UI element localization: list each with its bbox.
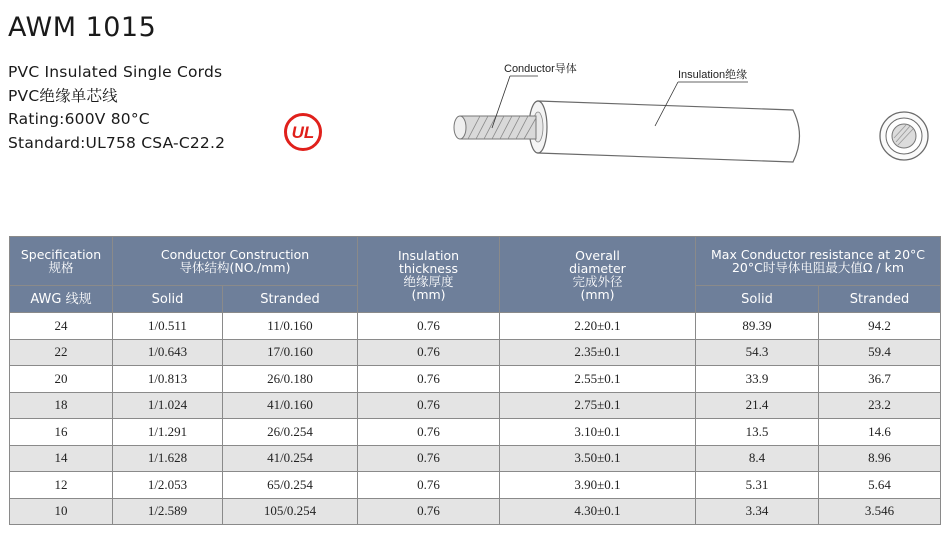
stranded-cell: 41/0.160 — [223, 392, 358, 419]
res-solid-cell: 33.9 — [696, 366, 819, 393]
table-row — [10, 392, 941, 419]
overall-cell: 2.20±0.1 — [500, 313, 696, 340]
product-info — [8, 61, 225, 155]
stranded-header: Stranded — [223, 286, 358, 313]
overall-cell: 4.30±0.1 — [500, 498, 696, 525]
insulation-cell: 0.76 — [358, 472, 500, 499]
awg-cell: 22 — [10, 339, 113, 366]
max-resistance-header: Max Conductor resistance at 20°C 20°C时导体电阻最大值Ω / km — [696, 237, 941, 286]
solid-cell: 1/1.024 — [113, 392, 223, 419]
awg-cell: 14 — [10, 445, 113, 472]
awg-cell: 24 — [10, 313, 113, 340]
table-row — [10, 445, 941, 472]
overall-cell: 2.75±0.1 — [500, 392, 696, 419]
res-solid-cell: 13.5 — [696, 419, 819, 446]
ul-logo-text: UL — [291, 123, 315, 142]
overall-cell: 2.55±0.1 — [500, 366, 696, 393]
table-header-row — [10, 237, 941, 286]
solid-header: Solid — [113, 286, 223, 313]
table-row — [10, 313, 941, 340]
awg-cell: 12 — [10, 472, 113, 499]
awg-cell: 10 — [10, 498, 113, 525]
res-stranded-cell: 8.96 — [819, 445, 941, 472]
solid-cell: 1/0.643 — [113, 339, 223, 366]
stranded-cell: 11/0.160 — [223, 313, 358, 340]
stranded-cell: 65/0.254 — [223, 472, 358, 499]
awg-cell: 18 — [10, 392, 113, 419]
solid-cell: 1/0.511 — [113, 313, 223, 340]
solid-cell: 1/1.628 — [113, 445, 223, 472]
insulation-cell: 0.76 — [358, 445, 500, 472]
res-solid-cell: 54.3 — [696, 339, 819, 366]
product-description-cn: PVC绝缘单芯线 — [8, 86, 118, 105]
specification-table — [9, 236, 941, 525]
table-row — [10, 419, 941, 446]
conductor-label: Conductor导体 — [504, 63, 577, 75]
overall-diameter-header: Overall diameter 完成外径 (mm) — [500, 237, 696, 313]
insulation-label: Insulation绝缘 — [678, 69, 748, 81]
insulation-cell: 0.76 — [358, 313, 500, 340]
product-title: AWM 1015 — [8, 12, 157, 43]
stranded-cell: 26/0.180 — [223, 366, 358, 393]
resistance-solid-header: Solid — [696, 286, 819, 313]
product-standard: Standard:UL758 CSA-C22.2 — [8, 133, 226, 152]
res-stranded-cell: 36.7 — [819, 366, 941, 393]
res-stranded-cell: 94.2 — [819, 313, 941, 340]
cable-illustration — [448, 58, 818, 176]
awg-header: AWG 线规 — [10, 286, 113, 313]
product-rating: Rating:600V 80°C — [8, 110, 150, 128]
table-row — [10, 366, 941, 393]
overall-cell: 2.35±0.1 — [500, 339, 696, 366]
res-solid-cell: 8.4 — [696, 445, 819, 472]
res-stranded-cell: 3.546 — [819, 498, 941, 525]
insulation-cell: 0.76 — [358, 392, 500, 419]
res-stranded-cell: 59.4 — [819, 339, 941, 366]
stranded-cell: 17/0.160 — [223, 339, 358, 366]
insulation-cell: 0.76 — [358, 339, 500, 366]
solid-cell: 1/1.291 — [113, 419, 223, 446]
insulation-cell: 0.76 — [358, 366, 500, 393]
insulation-thickness-header: Insulation thickness 绝缘厚度 (mm) — [358, 237, 500, 313]
res-stranded-cell: 23.2 — [819, 392, 941, 419]
stranded-cell: 26/0.254 — [223, 419, 358, 446]
res-stranded-cell: 5.64 — [819, 472, 941, 499]
overall-cell: 3.10±0.1 — [500, 419, 696, 446]
solid-cell: 1/2.589 — [113, 498, 223, 525]
res-solid-cell: 3.34 — [696, 498, 819, 525]
res-solid-cell: 21.4 — [696, 392, 819, 419]
insulation-cell: 0.76 — [358, 419, 500, 446]
overall-cell: 3.90±0.1 — [500, 472, 696, 499]
spec-header: Specification 规格 — [10, 237, 113, 286]
stranded-cell: 105/0.254 — [223, 498, 358, 525]
cable-cross-section — [874, 106, 934, 166]
table-row — [10, 498, 941, 525]
res-solid-cell: 5.31 — [696, 472, 819, 499]
res-solid-cell: 89.39 — [696, 313, 819, 340]
solid-cell: 1/2.053 — [113, 472, 223, 499]
product-description: PVC Insulated Single Cords — [8, 63, 223, 81]
overall-cell: 3.50±0.1 — [500, 445, 696, 472]
res-stranded-cell: 14.6 — [819, 419, 941, 446]
insulation-cell: 0.76 — [358, 498, 500, 525]
table-row — [10, 472, 941, 499]
ul-certification-logo — [283, 112, 323, 152]
solid-cell: 1/0.813 — [113, 366, 223, 393]
awg-cell: 16 — [10, 419, 113, 446]
conductor-construction-header: Conductor Construction 导体结构(NO./mm) — [113, 237, 358, 286]
awg-cell: 20 — [10, 366, 113, 393]
stranded-cell: 41/0.254 — [223, 445, 358, 472]
resistance-stranded-header: Stranded — [819, 286, 941, 313]
table-row — [10, 339, 941, 366]
